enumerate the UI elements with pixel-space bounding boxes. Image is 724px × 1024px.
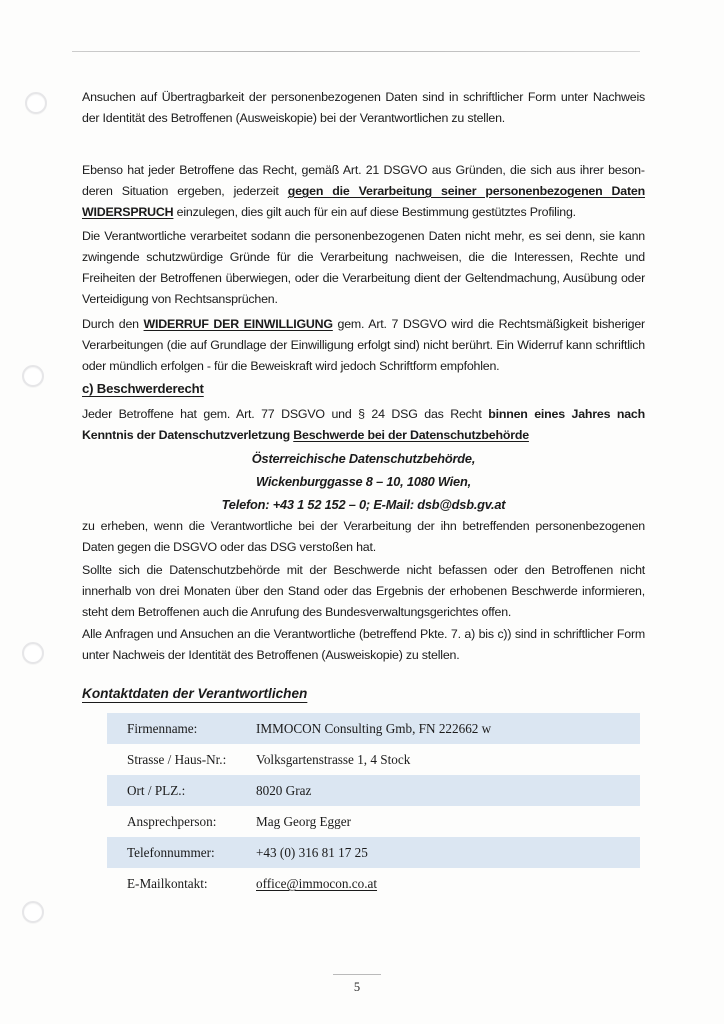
withdrawal-text-pre: Durch den bbox=[82, 317, 144, 331]
contact-row-email bbox=[107, 868, 640, 899]
objection-text-pre: Ebenso hat jeder Betroffene das Recht, gemäß Art. 21 DSGVO aus Gründen, die sich aus ihrer besonderen Situation ergeben, jederzeit bbox=[82, 163, 645, 198]
punch-hole-icon bbox=[22, 365, 44, 387]
authority-address-line: Wickenburggasse 8 – 10, 1080 Wien, bbox=[256, 474, 471, 489]
paragraph-objection-right bbox=[82, 160, 645, 223]
contact-label: E-Mailkontakt: bbox=[127, 876, 208, 891]
contact-table bbox=[107, 713, 640, 899]
objection-emphasis: gegen die Verarbeitung seiner personenbezogenen Daten WIDERSPRUCH bbox=[82, 184, 645, 219]
footer-rule bbox=[333, 974, 381, 975]
scan-top-line bbox=[72, 51, 640, 52]
contact-value: Mag Georg Egger bbox=[256, 814, 351, 829]
contact-row-person bbox=[107, 806, 640, 837]
paragraph-escalation: Sollte sich die Datenschutzbehörde mit der Beschwerde nicht befassen oder den Betroffenen nicht innerhalb von drei Monaten über den Stand oder das Ergebnis der erhobenen Beschwerde informieren, steht dem Betroffenen auch die Anrufung des Bundesverwaltungsgerichtes offen. bbox=[82, 563, 645, 619]
complaint-authority-emphasis: Beschwerde bei der Datenschutzbehörde bbox=[293, 428, 529, 442]
contact-value: IMMOCON Consulting Gmb, FN 222662 w bbox=[256, 721, 492, 736]
contact-row-street bbox=[107, 744, 640, 775]
contact-row-company bbox=[107, 713, 640, 744]
objection-text-post: einzulegen, dies gilt auch für ein auf diese Bestimmung gestütztes Profiling. bbox=[173, 205, 576, 219]
paragraph-complaint-raise: zu erheben, wenn die Verantwortliche bei der Verarbeitung der ihn betreffenden personenbezogenen Daten gegen die DSGVO oder das DSG verstoßen hat. bbox=[82, 519, 645, 554]
contact-label: Strasse / Haus-Nr.: bbox=[127, 752, 227, 767]
authority-block bbox=[82, 447, 645, 516]
complaint-deadline-bold: binnen eines Jahres nach Kenntnis der Datenschutzverletzung bbox=[82, 407, 645, 442]
contact-value: +43 (0) 316 81 17 25 bbox=[256, 845, 368, 860]
paragraph-portability-request: Ansuchen auf Übertragbarkeit der personenbezogenen Daten sind in schriftlicher Form unter Nachweis der Identität des Betroffenen (Ausweiskopie) bei der Verantwortlichen zu stellen. bbox=[82, 90, 645, 125]
contact-label: Firmenname: bbox=[127, 721, 198, 736]
contact-label: Ansprechperson: bbox=[127, 814, 217, 829]
contact-email-value: office@immocon.co.at bbox=[256, 876, 378, 891]
punch-hole-icon bbox=[22, 901, 44, 923]
authority-contact-line: Telefon: +43 1 52 152 – 0; E-Mail: dsb@dsb.gv.at bbox=[221, 497, 506, 512]
contact-label: Telefonnummer: bbox=[127, 845, 215, 860]
authority-name-line: Österreichische Datenschutzbehörde, bbox=[251, 451, 476, 466]
contact-value: Volksgartenstrasse 1, 4 Stock bbox=[256, 752, 411, 767]
paragraph-consent-withdrawal bbox=[82, 314, 645, 377]
withdrawal-text-post: gem. Art. 7 DSGVO wird die Rechtsmäßigkeit bisheriger Verarbeitungen (die auf Grundlage der Einwilligung erfolgt sind) nicht berührt. Ein Widerruf kann schriftlich oder mündlich erfolgen - für die Beweiskraft wird jedoch Schriftform empfohlen. bbox=[82, 317, 645, 373]
punch-hole-icon bbox=[22, 642, 44, 664]
paragraph-processing-stop: Die Verantwortliche verarbeitet sodann die personenbezogenen Daten nicht mehr, es sei denn, sie kann zwingende schutzwürdige Gründe für die Verarbeitung nachweisen, die die Interessen, Rechte und Freiheiten der Betroffenen überwiegen, oder die Verarbeitung dient der Geltendmachung, Ausübung oder Verteidigung von Rechtsansprüchen. bbox=[82, 229, 645, 306]
document-body bbox=[82, 87, 645, 899]
page-number: 5 bbox=[353, 980, 361, 994]
paragraph-complaint-right bbox=[82, 404, 645, 446]
section-heading-complaint-right: c) Beschwerderecht bbox=[82, 381, 204, 396]
complaint-text-pre: Jeder Betroffene hat gem. Art. 77 DSGVO und § 24 DSG das Recht bbox=[82, 407, 489, 421]
contact-row-city bbox=[107, 775, 640, 806]
contact-row-phone bbox=[107, 837, 640, 868]
punch-hole-icon bbox=[25, 92, 47, 114]
section-heading-contact-details: Kontaktdaten der Verantwortlichen bbox=[82, 686, 308, 701]
paragraph-written-form: Alle Anfragen und Ansuchen an die Verantwortliche (betreffend Pkte. 7. a) bis c)) sind in schriftlicher Form unter Nachweis der Identität des Betroffenen (Ausweiskopie) zu stellen. bbox=[82, 627, 645, 662]
contact-label: Ort / PLZ.: bbox=[127, 783, 186, 798]
withdrawal-emphasis: WIDERRUF DER EINWILLIGUNG bbox=[143, 317, 333, 331]
contact-value: 8020 Graz bbox=[256, 783, 312, 798]
